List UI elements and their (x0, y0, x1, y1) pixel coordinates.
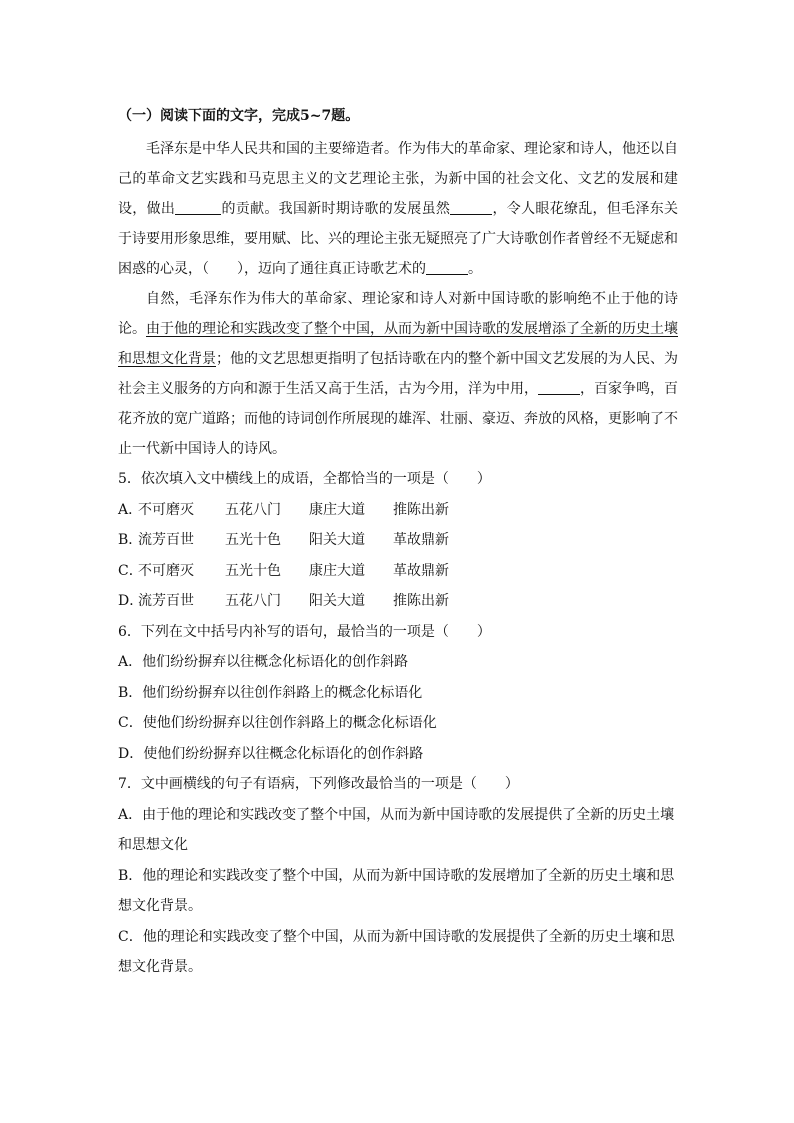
q5-option-b (118, 525, 678, 556)
q7-option-a: A．由于他的理论和实践改变了整个中国，从而为新中国诗歌的发展提供了全新的历史土壤和思想文化 (118, 806, 675, 853)
option-letter: A． (118, 501, 143, 518)
q6-option-c: C．使他们纷纷摒弃以往创作斜路上的概念化标语化 (118, 715, 437, 731)
question-7-stem: 7．文中画横线的句子有语病，下列修改最恰当的一项是（ ） (118, 776, 519, 792)
option-word-1: 流芳百世 (138, 532, 194, 548)
option-word-3: 阳关大道 (309, 532, 365, 548)
option-word-4: 革故鼎新 (393, 562, 449, 579)
question-5-stem: 5．依次填入文中横线上的成语，全都恰当的一项是（ ） (118, 471, 491, 487)
p1-text-d: ），迈向了通往真正诗歌艺术的 (237, 261, 426, 277)
option-word-3: 康庄大道 (309, 562, 365, 579)
q7-option-b: B．他的理论和实践改变了整个中国，从而为新中国诗歌的发展增加了全新的历史土壤和思想文化背景。 (118, 867, 675, 914)
blank-4 (538, 380, 580, 395)
p2-text-b: ；他的文艺思想更指明了包括诗歌在内的整个新中国文艺发展的为人民、为社会主义服务的方向和源于生活又高于生活，古为今用，洋为中用， (118, 351, 678, 397)
p2-text-a: 自然，毛泽东作为伟大的革命家、理论家和诗人对新中国诗歌的影响绝不止于他的诗论。 (118, 291, 678, 337)
p1-text-a: 毛泽东是中华人民共和国的主要缔造者。作为伟大的革命家、理论家和诗人，他还以自己的革命文艺实践和马克思主义的文艺理论主张，为新中国的社会文化、文艺的发展和建设，做出 (118, 141, 678, 217)
option-word-3: 康庄大道 (309, 501, 365, 518)
q5-option-d (118, 586, 678, 617)
passage-paragraph-2 (118, 284, 678, 464)
option-word-1: 不可磨灭 (138, 501, 194, 518)
blank-2 (450, 200, 492, 215)
q5-option-c (118, 556, 678, 587)
option-word-2: 五光十色 (225, 532, 281, 548)
p1-text-e: 。 (468, 261, 482, 277)
option-word-4: 推陈出新 (393, 501, 449, 518)
p1-text-c: ，令人眼花缭乱，但毛泽东关于诗要用形象思维，要用赋、比、兴的理论主张无疑照亮了广大诗歌创作者曾经不无疑虑和困惑的心灵，（ (118, 201, 679, 277)
option-word-1: 不可磨灭 (138, 562, 194, 579)
blank-3 (426, 260, 468, 275)
option-word-1: 流芳百世 (138, 593, 194, 609)
option-word-4: 推陈出新 (393, 593, 449, 609)
option-word-3: 阳关大道 (309, 593, 365, 609)
option-letter: C． (118, 562, 143, 579)
section-heading: （一）阅读下面的文字，完成5~7题。 (118, 108, 360, 124)
option-word-2: 五花八门 (225, 501, 281, 518)
blank-1 (175, 200, 221, 215)
document-content (118, 104, 678, 983)
q6-option-d: D．使他们纷纷摒弃以往概念化标语化的创作斜路 (118, 745, 424, 762)
option-word-4: 革故鼎新 (393, 532, 449, 548)
option-letter: D． (118, 593, 144, 609)
q6-option-a: A．他们纷纷摒弃以往概念化标语化的创作斜路 (118, 654, 409, 670)
q7-option-c: C．他的理论和实践改变了整个中国，从而为新中国诗歌的发展提供了全新的历史土壤和思想文化背景。 (118, 928, 675, 975)
option-word-2: 五花八门 (225, 593, 281, 609)
q5-option-a (118, 495, 678, 526)
underlined-sentence: 由于他的理论和实践改变了整个中国，从而为新中国诗歌的发展增添了全新的历史土壤和思想文化背景 (118, 321, 678, 367)
option-word-2: 五光十色 (225, 562, 281, 579)
q6-option-b: B．他们纷纷摒弃以往创作斜路上的概念化标语化 (118, 684, 423, 701)
passage-paragraph-1 (118, 134, 678, 284)
p2-text-c: ，百家争鸣，百花齐放的宽广道路；而他的诗词创作所展现的雄浑、壮丽、豪迈、奔放的风格，更影响了不止一代新中国诗人的诗风。 (118, 381, 678, 457)
option-letter: B． (118, 532, 143, 548)
question-6-stem: 6．下列在文中括号内补写的语句，最恰当的一项是（ ） (118, 623, 491, 640)
p1-text-b: 的贡献。我国新时期诗歌的发展虽然 (221, 201, 451, 217)
